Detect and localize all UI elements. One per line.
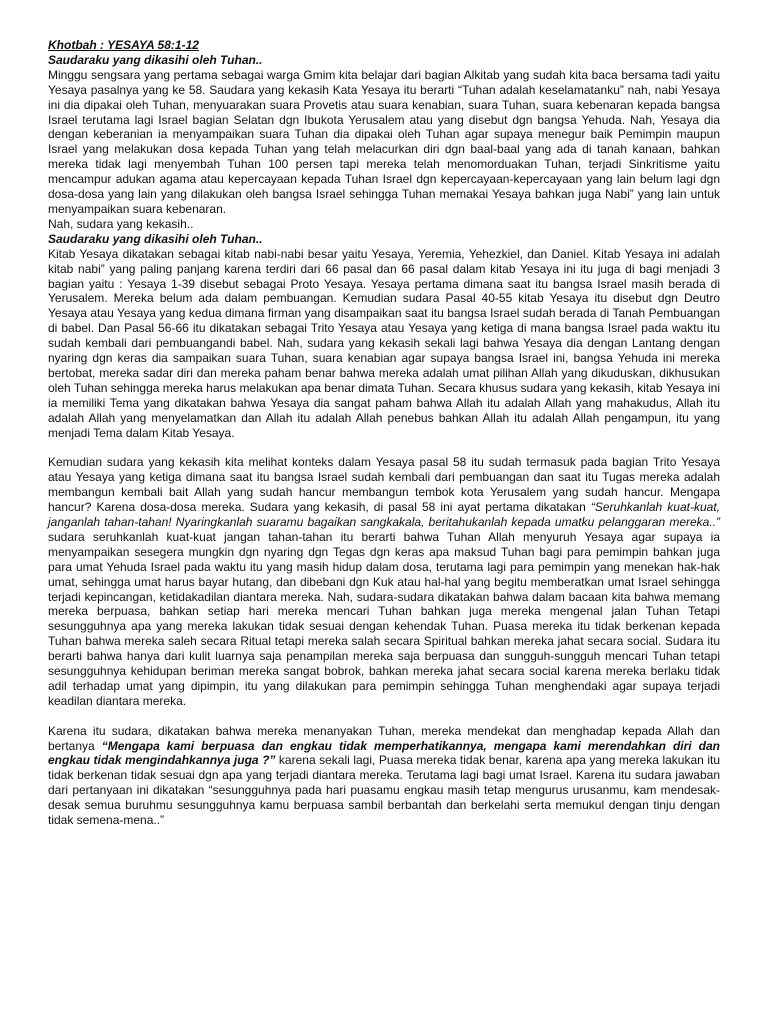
paragraph-4-quote: “Mengapa kami berpuasa dan engkau tidak memperhatikannya, mengapa kami merendahkan diri dan engkau tidak mengindahkannya juga ?” bbox=[48, 738, 720, 768]
greeting-1: Saudaraku yang dikasihi oleh Tuhan.. bbox=[48, 52, 263, 67]
paragraph-3-quote: “Seruhkanlah kuat-kuat, janganlah tahan-tahan! Nyaringkanlah suaramu bagaikan sangkakala, beritahukanlah kepada umatku pelanggaran mereka..” bbox=[48, 500, 721, 529]
paragraph-3-end: sudara seruhkanlah kuat-kuat jangan tahan-tahan itu berarti bahwa Tuhan Allah menyuruh Yesaya agar supaya ia menyampaikan sesegera mungkin dgn nyaring dgn Tegas dgn keras apa maksud Tuhan bagi para pemimpin bahkan juga para umat Yehuda Israel pada waktu itu yang masih hidup dalam dosa, terutama lagi para pemimpin yang menekan hak-hak umat, sehingga umat harus bayar hutang, dan dibebani dgn Kuk atau hal-hal yang begitu memberatkan umat Israel sehingga terjadi kepincangan, ketidakadilan diantara mereka. Nah, sudara-sudara dikatakan bahwa dalam bacaan kita bahwa memang mereka berpuasa, bahkan setiap hari mereka mencari Tuhan bahkan juga mereka mengenal jalan Tuhan Tetapi sesungguhnya apa yang mereka lakukan tidak sesuai dengan kehendak Tuhan. Puasa mereka itu tidak berkenan kepada Tuhan bahwa mereka saleh secara Ritual tetapi mereka salah secara Spiritual bahkan mereka jahat secara social. Sudara itu berarti bahwa hanya dari kulit luarnya saja penampilan mereka saja berpuasa dan sungguh-sungguh mencari Tuhan tetapi sesungguhnya kehidupan beriman mereka sangat bobrok, bahkan mereka jahat secara social karena mereka berlaku tidak adil terhadap umat yang dipimpin, itu yang dilakukan para pemimpin sehingga Tuhan menghendaki agar supaya terjadi keadilan diantara mereka. bbox=[48, 529, 720, 708]
transition-line: Nah, sudara yang kekasih.. bbox=[48, 216, 194, 231]
paragraph-gap bbox=[48, 709, 720, 724]
greeting-2: Saudaraku yang dikasihi oleh Tuhan.. bbox=[48, 231, 263, 246]
paragraph-4-end: karena sekali lagi, Puasa mereka tidak benar, karena apa yang mereka lakukan itu tidak berkenan tidak sesuai dgn apa yang terjadi diantara mereka. Terutama lagi bagi umat Israel. Karena itu sudara jawaban dari pertanyaan ini dikatakan “sesungguhnya pada hari puasamu engkau masih tetap mengurus urusanmu, kam mendesak-desak semua buruhmu sesungguhnya kamu berpuasa sambil berbantah dan berkelahi serta memukul dengan tinju dengan tidak semena-mena..” bbox=[48, 753, 720, 828]
paragraph-2: Kitab Yesaya dikatakan sebagai kitab nabi-nabi besar yaitu Yesaya, Yeremia, Yehezkiel, dan Daniel. Kitab Yesaya ini adalah kitab nabi” yang paling panjang karena terdiri dari 66 pasal dan 66 pasal dalam kitab Yesaya ini itu juga di bagi menjadi 3 bagian yaitu : Yesaya 1-39 disebut sebagai Proto Yesaya. Yesaya pertama dimana saat itu bangsa Israel masih berada di Yerusalem. Mereka belum ada dalam pembuangan. Kemudian sudara Pasal 40-55 kitab Yesaya itu disebut dgn Deutro Yesaya atau Yesaya yang kedua dimana firman yang disampaikan saat itu bangsa Israel sudah berada di Tanah Pembuangan di babel. Dan Pasal 56-66 itu dikatakan sebagai Trito Yesaya atau Yesaya yang ketiga di mana bangsa Israel pada waktu itu sudah kembali dari pembuangandi babel. Nah, sudara yang kekasih sekali lagi bahwa Yesaya dia dengan Lantang dengan nyaring dgn keras dia sampaikan suara Tuhan, suara kenabian agar supaya bangsa Israel ini, bangsa Yehuda ini mereka bertobat, mereka sadar diri dan mereka paham benar bahwa mereka adalah umat pilihan Allah yang dikuduskan, dikhusukan oleh Tuhan sehingga mereka harus melakukan apa benar dimata Tuhan. Secara khusus sudara yang kekasih, kitab Yesaya ini ia memiliki Tema yang dikatakan bahwa Yesaya dia sangat paham bahwa Allah itu adalah Allah yang mahakudus, Allah itu adalah Allah yang menyelamatkan dan Allah itu adalah Allah penebus bahkan Allah itu adalah Allah pengampun, itu yang menjadi Tema dalam Kitab Yesaya. bbox=[48, 246, 720, 440]
paragraph-3-start: Kemudian sudara yang kekasih kita melihat konteks dalam Yesaya pasal 58 itu sudah termasuk pada bagian Trito Yesaya atau Yesaya yang ketiga dimana saat itu bangsa Israel sudah kembali dari pembuangan dan saat itu Tugas mereka adalah membangun kembali bait Allah yang sudah hancur membangun tembok kota Yerusalem yang sudah hancur. Mengapa hancur? Karena dosa-dosa mereka. Sudara yang kekasih, di pasal 58 ini ayat pertama dikatakan bbox=[48, 455, 720, 515]
sermon-title: Khotbah : YESAYA 58:1-12 bbox=[48, 38, 199, 52]
paragraph-gap bbox=[48, 440, 720, 455]
paragraph-4 bbox=[48, 724, 720, 828]
paragraph-1: Minggu sengsara yang pertama sebagai warga Gmim kita belajar dari bagian Alkitab yang sudah kita baca bersama tadi yaitu Yesaya pasalnya yang ke 58. Saudara yang kekasih Kata Yesaya itu berarti “Tuhan adalah keselamatanku” nah, nabi Yesaya ini dia dipakai oleh Tuhan, menyuarakan suara Provetis atau suara kenabian, suara Tuhan, suara kebenaran kepada bangsa Israel terutama lagi Israel bagian Selatan dgn Ibukota Yerusalem atau yang disebut dgn bangsa Yehuda. Nah, Yesaya dia dengan keberanian ia menyampaikan suara Tuhan dia dipakai oleh Tuhan agar supaya menegur baik Pemimpin maupun Israel yang melakukan dosa kepada Tuhan yang telah melacurkan diri dgn baal-baal yang ada di tanah kanaan, bahkan mereka tidak lagi menyembah Tuhan 100 persen tapi mereka telah menomorduakan Tuhan, terjadi Sinkritisme yaitu mencampur adukan agama atau kepercayaan kepada Tuhan Israel dgn kepercayaan-kepercayaan yang lain belum lagi dgn dosa-dosa yang lain yang dilakukan oleh bangsa Israel sehingga Tuhan memakai Yesaya bahkan juga Nabi” yang lain untuk menyampaikan suara kebenaran. bbox=[48, 67, 720, 216]
paragraph-4-start: Karena itu sudara, dikatakan bahwa mereka menanyakan Tuhan, mereka mendekat dan menghadap kepada Allah dan bertanya bbox=[48, 723, 720, 753]
paragraph-3 bbox=[48, 455, 720, 708]
